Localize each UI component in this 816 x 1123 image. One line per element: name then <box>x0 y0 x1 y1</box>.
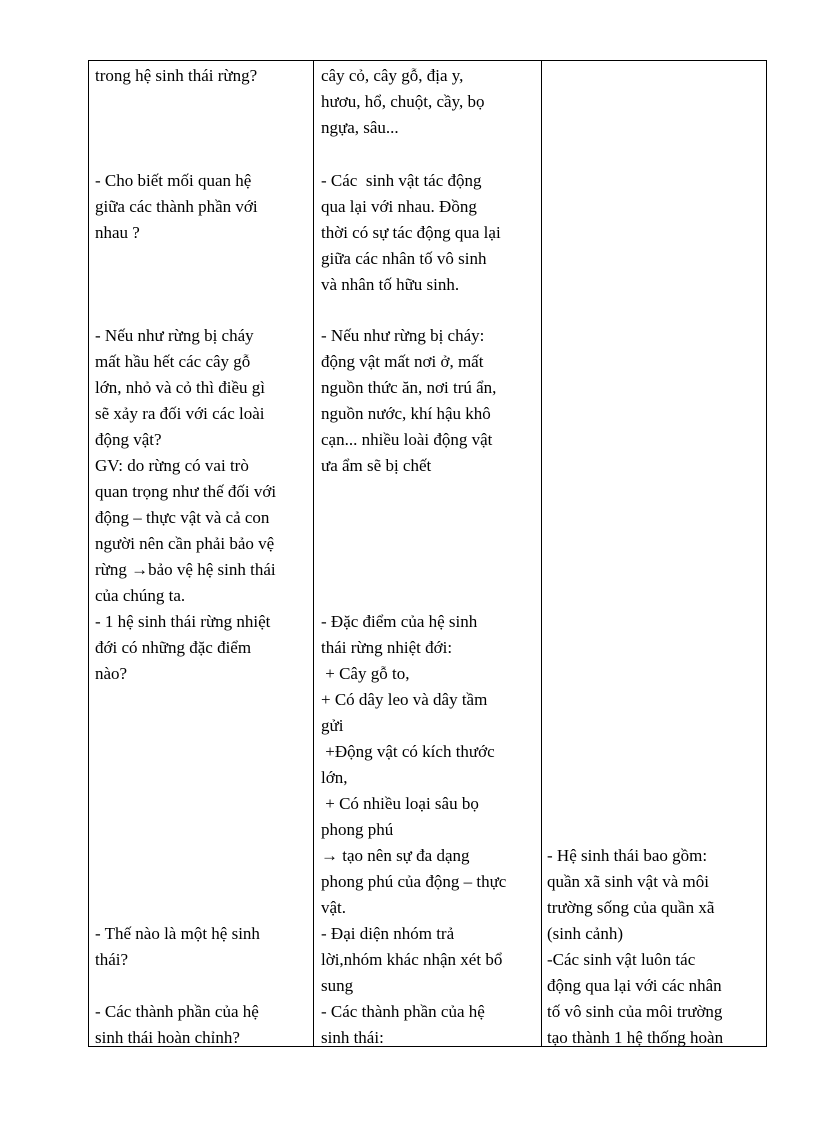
student-answer-line: thái rừng nhiệt đới: <box>321 638 453 657</box>
student-answer-line: ưa ẩm sẽ bị chết <box>321 456 432 475</box>
student-answer-line: → tạo nên sự đa dạng <box>321 846 470 865</box>
teacher-question-line: động vật? <box>95 430 162 449</box>
column-divider <box>541 61 542 1046</box>
student-answer-line: vật. <box>321 898 347 917</box>
student-answer-block <box>321 323 496 479</box>
student-answer-line: - Đặc điểm của hệ sinh <box>321 612 478 631</box>
column-divider <box>313 61 314 1046</box>
teacher-question-line: sinh thái hoàn chỉnh? <box>95 1028 240 1047</box>
student-answer-line: hươu, hổ, chuột, cầy, bọ <box>321 92 485 111</box>
teacher-question-line: nhau ? <box>95 223 140 242</box>
lesson-content-line: (sinh cảnh) <box>547 924 624 943</box>
student-answer-line: ngựa, sâu... <box>321 118 399 137</box>
teacher-question-line: - Các thành phần của hệ <box>95 1002 259 1021</box>
student-answer-line: động vật mất nơi ở, mất <box>321 352 484 371</box>
teacher-question-line: người nên cần phải bảo vệ <box>95 534 275 553</box>
lesson-content-line: động qua lại với các nhân <box>547 976 722 995</box>
teacher-question-line: giữa các thành phần với <box>95 197 258 216</box>
student-answer-line: qua lại với nhau. Đồng <box>321 197 477 216</box>
teacher-question-line: thái? <box>95 950 129 969</box>
teacher-question-line: rừng →bảo vệ hệ sinh thái <box>95 560 276 579</box>
lesson-content-block <box>547 843 723 1051</box>
student-answer-line: + Có dây leo và dây tầm <box>321 690 488 709</box>
teacher-question-line: đới có những đặc điểm <box>95 638 252 657</box>
teacher-question-block <box>95 168 258 246</box>
student-answer-line: sinh thái: <box>321 1028 384 1047</box>
student-answer-line: lớn, <box>321 768 348 787</box>
student-answer-line: sung <box>321 976 354 995</box>
student-answer-line: nguồn thức ăn, nơi trú ẩn, <box>321 378 497 397</box>
student-answer-line: giữa các nhân tố vô sinh <box>321 249 487 268</box>
student-answer-line: +Động vật có kích thước <box>321 742 495 761</box>
teacher-question-block <box>95 63 257 89</box>
teacher-question-line: lớn, nhỏ và cỏ thì điều gì <box>95 378 265 397</box>
teacher-question-line: của chúng ta. <box>95 586 186 605</box>
student-answer-line: lời,nhóm khác nhận xét bổ <box>321 950 503 969</box>
student-answer-block <box>321 609 506 1051</box>
student-answer-line: cạn... nhiều loài động vật <box>321 430 493 449</box>
teacher-question-block <box>95 323 276 609</box>
lesson-content-line: quần xã sinh vật và môi <box>547 872 709 891</box>
lesson-content-line: - Hệ sinh thái bao gồm: <box>547 846 708 865</box>
teacher-question-line: - Cho biết mối quan hệ <box>95 171 252 190</box>
student-answer-line: cây cỏ, cây gỗ, địa y, <box>321 66 464 85</box>
student-answer-block <box>321 63 484 141</box>
lesson-content-line: -Các sinh vật luôn tác <box>547 950 696 969</box>
student-answer-line: phong phú của động – thực <box>321 872 507 891</box>
teacher-question-line: mất hầu hết các cây gỗ <box>95 352 251 371</box>
student-answer-line: - Các sinh vật tác động <box>321 171 482 190</box>
teacher-question-line: trong hệ sinh thái rừng? <box>95 66 258 85</box>
teacher-question-line: - Nếu như rừng bị cháy <box>95 326 254 345</box>
teacher-question-line: - 1 hệ sinh thái rừng nhiệt <box>95 612 271 631</box>
student-answer-line: nguồn nước, khí hậu khô <box>321 404 491 423</box>
student-answer-line: + Có nhiều loại sâu bọ <box>321 794 479 813</box>
lesson-content-line: trường sống của quần xã <box>547 898 715 917</box>
student-answer-line: gửi <box>321 716 344 735</box>
teacher-question-line: quan trọng như thế đối với <box>95 482 277 501</box>
teacher-question-line: động – thực vật và cả con <box>95 508 270 527</box>
student-answer-line: - Đại diện nhóm trả <box>321 924 455 943</box>
student-answer-block <box>321 168 501 298</box>
teacher-question-line: GV: do rừng có vai trò <box>95 456 249 475</box>
student-answer-line: phong phú <box>321 820 394 839</box>
lesson-content-line: tạo thành 1 hệ thống hoàn <box>547 1028 724 1047</box>
student-answer-line: - Nếu như rừng bị cháy: <box>321 326 485 345</box>
lesson-content-line: tố vô sinh của môi trường <box>547 1002 723 1021</box>
teacher-question-block <box>95 999 259 1051</box>
student-answer-line: - Các thành phần của hệ <box>321 1002 485 1021</box>
teacher-question-line: nào? <box>95 664 128 683</box>
teacher-question-line: sẽ xảy ra đối với các loài <box>95 404 265 423</box>
teacher-question-line: - Thế nào là một hệ sinh <box>95 924 260 943</box>
teacher-question-block <box>95 609 270 687</box>
student-answer-line: + Cây gỗ to, <box>321 664 410 683</box>
student-answer-line: và nhân tố hữu sinh. <box>321 275 460 294</box>
teacher-question-block <box>95 921 260 973</box>
student-answer-line: thời có sự tác động qua lại <box>321 223 501 242</box>
